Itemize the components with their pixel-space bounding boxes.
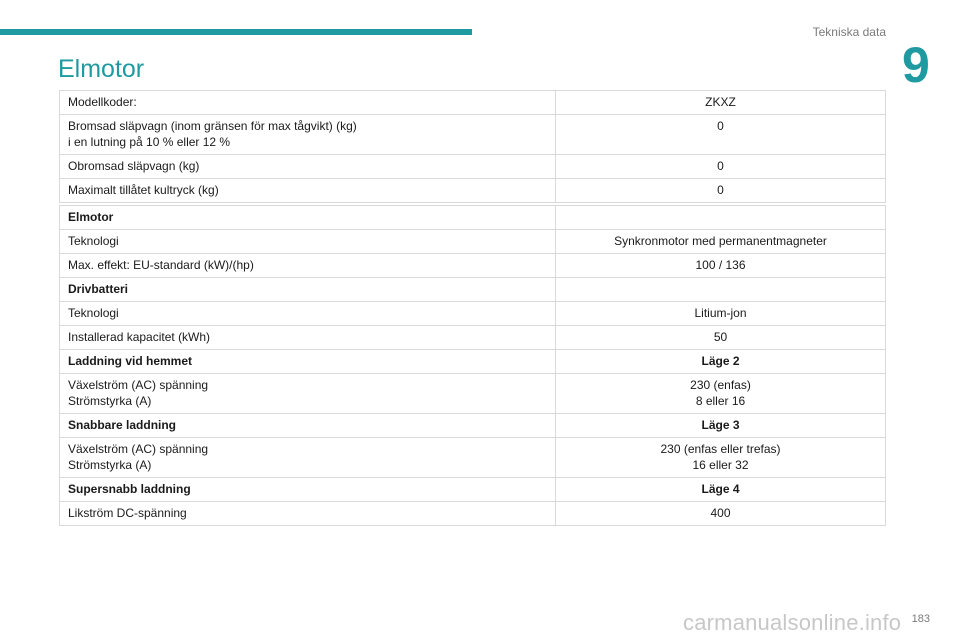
row-label-line: Modellkoder: (68, 95, 137, 109)
chapter-number: 9 (902, 37, 930, 93)
row-label (60, 115, 556, 155)
row-label (60, 302, 556, 326)
watermark: carmanualsonline.info (683, 610, 902, 635)
table-row (60, 350, 886, 374)
row-label-line: Teknologi (68, 306, 119, 320)
row-value-line: 230 (enfas eller trefas) (660, 442, 781, 456)
row-value (556, 230, 886, 254)
row-label (60, 155, 556, 179)
row-value (556, 326, 886, 350)
table-row (60, 179, 886, 203)
row-label-line: Växelström (AC) spänning (68, 378, 209, 392)
row-value-line: Läge 2 (701, 354, 740, 368)
row-label-line: Maximalt tillåtet kultryck (kg) (68, 183, 219, 197)
row-value-line: Litium-jon (694, 306, 747, 320)
row-value-line: 0 (717, 183, 724, 197)
row-value-line: 0 (717, 159, 724, 173)
row-value-line: 100 / 136 (695, 258, 746, 272)
trailer-spec-table (59, 90, 886, 203)
trailer-spec-table-body (60, 91, 886, 203)
page-number: 183 (911, 613, 930, 625)
header-accent-bar (0, 29, 472, 35)
row-label (60, 374, 556, 414)
row-value-line: 400 (710, 506, 731, 520)
row-label (60, 502, 556, 526)
row-value-line: 16 eller 32 (692, 458, 749, 472)
table-row (60, 278, 886, 302)
motor-battery-spec-table-body (60, 206, 886, 526)
table-row (60, 478, 886, 502)
row-value (556, 438, 886, 478)
table-row (60, 91, 886, 115)
row-value-line: Läge 4 (701, 482, 740, 496)
row-label (60, 91, 556, 115)
row-label-line: Laddning vid hemmet (68, 354, 193, 368)
row-value (556, 478, 886, 502)
row-value (556, 206, 886, 230)
row-label (60, 350, 556, 374)
row-label (60, 414, 556, 438)
row-value (556, 115, 886, 155)
row-label (60, 230, 556, 254)
row-label (60, 254, 556, 278)
row-label-line: Teknologi (68, 234, 119, 248)
table-row (60, 502, 886, 526)
row-label-line: Max. effekt: EU-standard (kW)/(hp) (68, 258, 254, 272)
table-row (60, 254, 886, 278)
row-label-line: Snabbare laddning (68, 418, 177, 432)
motor-battery-spec-table (59, 205, 886, 526)
row-value-line: 0 (717, 119, 724, 133)
table-row (60, 206, 886, 230)
row-label-line: Drivbatteri (68, 282, 129, 296)
row-label (60, 278, 556, 302)
row-value (556, 254, 886, 278)
row-value-line: 230 (enfas) (690, 378, 751, 392)
table-row (60, 302, 886, 326)
row-value-line: Synkronmotor med permanentmagneter (614, 234, 827, 248)
row-value-line: 50 (713, 330, 728, 344)
row-label-line: Bromsad släpvagn (inom gränsen för max tågvikt) (kg) (68, 119, 357, 133)
row-label (60, 326, 556, 350)
row-label-line: Installerad kapacitet (kWh) (68, 330, 211, 344)
row-label (60, 179, 556, 203)
table-row (60, 230, 886, 254)
row-value-line: 8 eller 16 (695, 394, 746, 408)
row-value (556, 91, 886, 115)
row-value (556, 374, 886, 414)
row-value (556, 502, 886, 526)
row-value (556, 179, 886, 203)
row-value (556, 302, 886, 326)
row-label-line: Elmotor (68, 210, 114, 224)
row-value (556, 350, 886, 374)
table-row (60, 155, 886, 179)
row-label-line: Likström DC-spänning (68, 506, 187, 520)
row-value (556, 155, 886, 179)
row-value-line: Läge 3 (701, 418, 740, 432)
row-label-line: i en lutning på 10 % eller 12 % (68, 135, 231, 149)
table-row (60, 438, 886, 478)
table-row (60, 326, 886, 350)
row-label (60, 206, 556, 230)
row-value (556, 414, 886, 438)
table-row (60, 414, 886, 438)
table-row (60, 115, 886, 155)
row-label-line: Obromsad släpvagn (kg) (68, 159, 200, 173)
row-label-line: Växelström (AC) spänning (68, 442, 209, 456)
row-label-line: Strömstyrka (A) (68, 394, 152, 408)
row-value-line: ZKXZ (705, 95, 736, 109)
row-label-line: Supersnabb laddning (68, 482, 191, 496)
row-value (556, 278, 886, 302)
table-row (60, 374, 886, 414)
row-label (60, 478, 556, 502)
row-label (60, 438, 556, 478)
section-header: Tekniska data (812, 25, 886, 39)
page-title: Elmotor (58, 55, 145, 83)
row-label-line: Strömstyrka (A) (68, 458, 152, 472)
